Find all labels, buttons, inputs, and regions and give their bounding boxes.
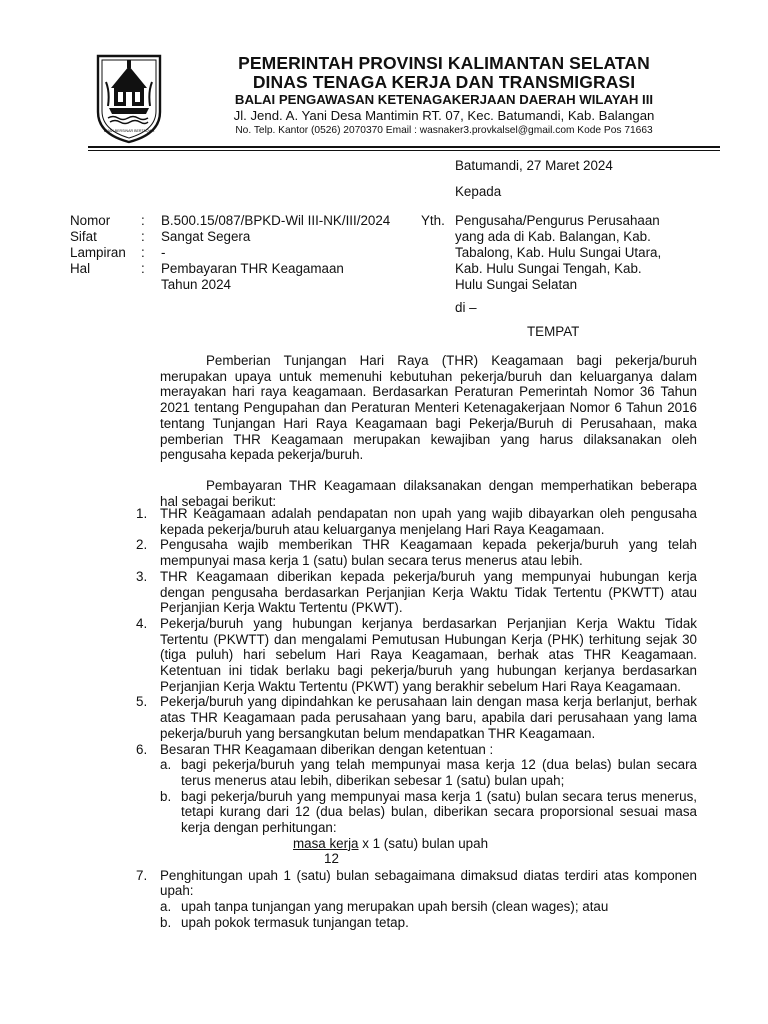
sub-item-text: bagi pekerja/buruh yang mempunyai masa kerja 1 (satu) bulan secara terus menerus, tetapi kurang dari 12 (dua belas) bulan, diberikan secara proporsional sesuai masa kerja dengan perhitungan:: [181, 788, 697, 836]
letterhead: [170, 54, 718, 137]
paragraph-text: Pembayaran THR Keagamaan dilaksanakan dengan memperhatikan beberapa hal sebagai berikut:: [160, 478, 697, 509]
item-text: Pekerja/buruh yang dipindahkan ke perusahaan lain dengan masa kerja berlanjut, berhak atas THR Keagamaan pada perusahaan yang baru, apabila dari perusahaan yang lama pekerja/buruh yang bersangkutan belum mendapatkan THR Keagamaan.: [160, 694, 697, 741]
body-paragraph-2: [160, 478, 697, 509]
meta-hal-label: Hal: [70, 261, 91, 276]
recipient-yth: Yth.: [421, 213, 445, 228]
sub-item-text: bagi pekerja/buruh yang telah mempunyai masa kerja 12 (dua belas) bulan secara terus menerus atau lebih, diberikan sebesar 1 (satu) bulan upah;: [181, 757, 697, 788]
item-text: THR Keagamaan adalah pendapatan non upah yang wajib dibayarkan oleh pengusaha kepada pekerja/buruh atau keluarganya menjelang Hari Raya Keagamaan.: [160, 506, 697, 537]
meta-colon: :: [141, 229, 145, 244]
recipient-line: Pengusaha/Pengurus Perusahaan: [455, 213, 660, 228]
thr-formula: [181, 836, 697, 868]
sub-list-item: [160, 789, 697, 868]
letterhead-government: PEMERINTAH PROVINSI KALIMANTAN SELATAN: [238, 53, 650, 73]
sub-item-letter: b.: [160, 788, 172, 804]
item-number: 5.: [136, 694, 148, 710]
letterhead-agency: DINAS TENAGA KERJA DAN TRANSMIGRASI: [252, 72, 636, 92]
recipient-line: Kab. Hulu Sungai Tengah, Kab.: [455, 261, 642, 276]
recipient-line: yang ada di Kab. Balangan, Kab.: [455, 229, 651, 244]
meta-colon: :: [141, 213, 145, 228]
provincial-crest-icon: [94, 52, 164, 144]
list-item: [136, 569, 697, 616]
item-number: 4.: [136, 615, 148, 631]
formula-denominator: 12: [324, 850, 339, 866]
sub-item-text: upah tanpa tunjangan yang merupakan upah bersih (clean wages); atau: [181, 899, 609, 915]
meta-nomor-value: B.500.15/087/BPKD-Wil III-NK/III/2024: [161, 213, 391, 228]
meta-lampiran-value: -: [161, 245, 166, 260]
list-item: [136, 742, 697, 868]
recipient-line: Tabalong, Kab. Hulu Sungai Utara,: [455, 245, 662, 260]
meta-sifat-value: Sangat Segera: [161, 229, 251, 244]
item-number: 6.: [136, 741, 148, 757]
meta-lampiran-label: Lampiran: [70, 245, 126, 260]
meta-hal-value: Pembayaran THR Keagamaan: [161, 261, 344, 276]
recipient-di: di –: [455, 300, 477, 315]
sub-list-item: [160, 757, 697, 788]
sub-list: [160, 757, 697, 868]
sub-item-letter: a.: [160, 757, 172, 773]
meta-colon: :: [141, 261, 145, 276]
item-number: 2.: [136, 537, 148, 553]
meta-nomor-label: Nomor: [70, 213, 111, 228]
item-number: 3.: [136, 568, 148, 584]
letterhead-contact: No. Telp. Kantor (0526) 2070370 Email : wasnaker3.provkalsel@gmail.com Kode Pos 71663: [235, 125, 653, 136]
list-item: [136, 616, 697, 695]
meta-hal-value-2: Tahun 2024: [161, 277, 231, 292]
formula-numerator: masa kerja: [293, 835, 359, 851]
paragraph-text: Pemberian Tunjangan Hari Raya (THR) Keagamaan bagi pekerja/buruh merupakan upaya untuk memenuhi kebutuhan pekerja/buruh dan keluarganya dalam merayakan hari raya keagamaan. Berdasarkan Peraturan Pemerintah Nomor 36 Tahun 2021 tentang Pengupahan dan Peraturan Menteri Ketenagakerjaan Nomor 6 Tahun 2016 tentang Tunjangan Hari Raya Keagamaan bagi Pekerja/Buruh di Perusahaan, maka pemberian THR Keagamaan merupakan kewajiban yang harus dilaksanakan oleh pengusaha kepada pekerja/buruh.: [160, 353, 697, 463]
list-item: [136, 506, 697, 537]
body-paragraph-1: [160, 353, 697, 463]
recipient-kepada: Kepada: [455, 184, 502, 199]
letterhead-rule-thick: [88, 146, 720, 148]
sub-list-item: [160, 915, 697, 931]
list-item: [136, 694, 697, 741]
list-item: [136, 537, 697, 568]
item-text: Besaran THR Keagamaan diberikan dengan ketentuan :: [160, 741, 494, 757]
item-text: THR Keagamaan diberikan kepada pekerja/buruh yang mempunyai hubungan kerja dengan pengusaha berdasarkan Perjanjian Kerja Waktu Tidak Tertentu (PKWTT) atau Perjanjian Kerja Waktu Tertentu (PKWT).: [160, 568, 697, 616]
letterhead-address: Jl. Jend. A. Yani Desa Mantimin RT. 07, Kec. Batumandi, Kab. Balangan: [233, 108, 655, 123]
meta-sifat-label: Sifat: [70, 229, 97, 244]
item-text: Penghitungan upah 1 (satu) bulan sebagaimana dimaksud diatas terdiri atas komponen upah:: [160, 867, 697, 899]
sub-item-letter: b.: [160, 914, 172, 930]
item-number: 7.: [136, 867, 148, 883]
sub-item-letter: a.: [160, 899, 172, 915]
formula-rest: x 1 (satu) bulan upah: [358, 835, 489, 851]
meta-colon: :: [141, 245, 145, 260]
list-item: [136, 868, 697, 931]
provisions-list: [136, 506, 697, 931]
item-text: Pengusaha wajib memberikan THR Keagamaan kepada pekerja/buruh yang telah mempunyai masa kerja 1 (satu) bulan secara terus menerus atau lebih.: [160, 537, 697, 569]
sub-list-item: [160, 899, 697, 915]
recipient-tempat: TEMPAT: [527, 324, 580, 339]
letter-date: Batumandi, 27 Maret 2024: [455, 158, 613, 173]
formula-numerator-line: [293, 836, 488, 852]
sub-list: [160, 899, 697, 930]
letterhead-rule-thin: [88, 150, 720, 151]
recipient-line: Hulu Sungai Selatan: [455, 277, 578, 292]
letterhead-office: BALAI PENGAWASAN KETENAGAKERJAAN DAERAH WILAYAH III: [234, 92, 654, 107]
sub-item-text: upah pokok termasuk tunjangan tetap.: [181, 914, 409, 930]
crest-motto: BIJAK BERSINAR BERTAQWA: [103, 129, 155, 133]
item-text: Pekerja/buruh yang hubungan kerjanya berdasarkan Perjanjian Kerja Waktu Tidak Tertentu (PKWTT) dan mengalami Pemutusan Hubungan Kerja (PHK) terhitung sejak 30 (tiga puluh) hari sebelum Hari Raya Keagamaan, berhak atas THR Keagamaan. Ketentuan ini tidak berlaku bagi pekerja/buruh yang hubungan kerjanya berdasarkan Perjanjian Kerja Waktu Tertentu (PKWT) yang berakhir sebelum Hari Raya Keagamaan.: [160, 615, 697, 694]
item-number: 1.: [136, 506, 148, 521]
